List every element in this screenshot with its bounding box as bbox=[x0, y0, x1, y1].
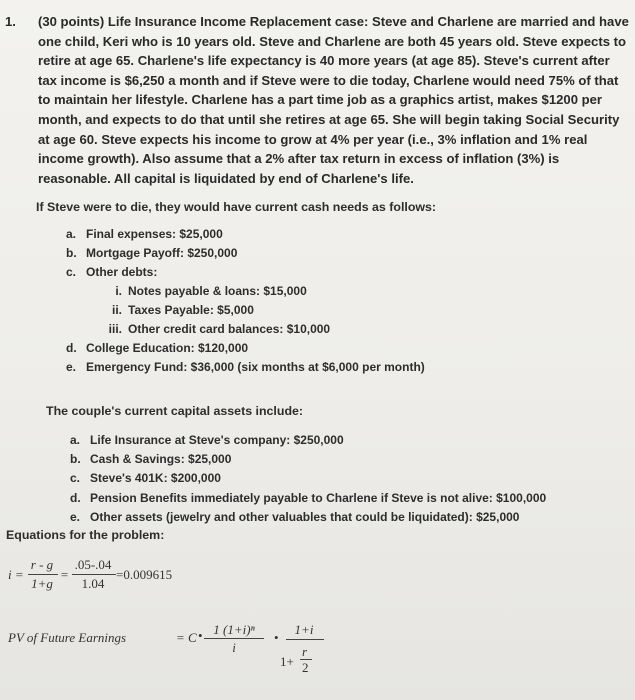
list-item: a. Life Insurance at Steve's company: $250,000 bbox=[70, 433, 344, 447]
question-text: Steve and Charlene are married and have one child, Keri who is 10 years old. Steve and Charlene are both 45 years old. Steve expects to retire at age 65. Charlene's life expectancy is 40 more years (at age 85). Steve's current after tax income is $6,250 a month and if Steve were to die today, Charlene would need 75% of that to maintain her lifestyle. Charlene has a part time job as a graphics artist, makes $1200 per month, and expects to do that until she retires at age 65. She will begin taking Social Security at age 60. Steve expects his income to grow at 4% per year (i.e., 3% inflation and 1% real income growth). Also assume that a 2% after tax return in excess of inflation (3%) is reasonable. All capital is liquidated by end of Charlene's life. bbox=[38, 14, 629, 186]
list-item: i. Notes payable & loans: $15,000 bbox=[115, 284, 307, 298]
interest-rate-equation: i = r - g 1+g = .05-.04 1.04 =0.009615 bbox=[8, 557, 173, 591]
list-item: iii. Other credit card balances: $10,000 bbox=[108, 322, 331, 337]
equations-heading: Equations for the problem: bbox=[6, 528, 165, 542]
list-item: c. Steve's 401K: $200,000 bbox=[70, 471, 221, 486]
list-item: c. Other debts: bbox=[66, 265, 158, 280]
list-item: e. Emergency Fund: $36,000 (six months at $6,000 per month) bbox=[66, 360, 425, 375]
list-item: b. Mortgage Payoff: $250,000 bbox=[66, 246, 238, 261]
question-title: (30 points) Life Insurance Income Replacement case: bbox=[38, 14, 369, 29]
list-item: ii. Taxes Payable: $5,000 bbox=[111, 303, 254, 318]
capital-assets-heading: The couple's current capital assets include: bbox=[46, 404, 304, 418]
capital-assets-list bbox=[70, 431, 546, 527]
cash-needs-heading: If Steve were to die, they would have current cash needs as follows: bbox=[36, 200, 437, 214]
list-item: a. Final expenses: $25,000 bbox=[66, 227, 223, 241]
list-item: d. Pension Benefits immediately payable to Charlene if Steve is not alive: $100,000 bbox=[70, 490, 547, 505]
question-body bbox=[38, 12, 630, 188]
cash-needs-list bbox=[66, 225, 237, 283]
question-block bbox=[5, 12, 630, 188]
question-number: 1. bbox=[5, 14, 16, 29]
list-item: b. Cash & Savings: $25,000 bbox=[70, 452, 232, 467]
cash-needs-list-continued bbox=[66, 339, 425, 377]
other-debts-list bbox=[104, 282, 330, 340]
list-item: e. Other assets (jewelry and other valuables that could be liquidated): $25,000 bbox=[70, 509, 520, 524]
pv-future-earnings-equation: PV of Future Earnings = C • 1 (1+i)ⁿ i • 1+i 1+ r 2 bbox=[8, 622, 338, 682]
list-item: d. College Education: $120,000 bbox=[66, 341, 249, 355]
